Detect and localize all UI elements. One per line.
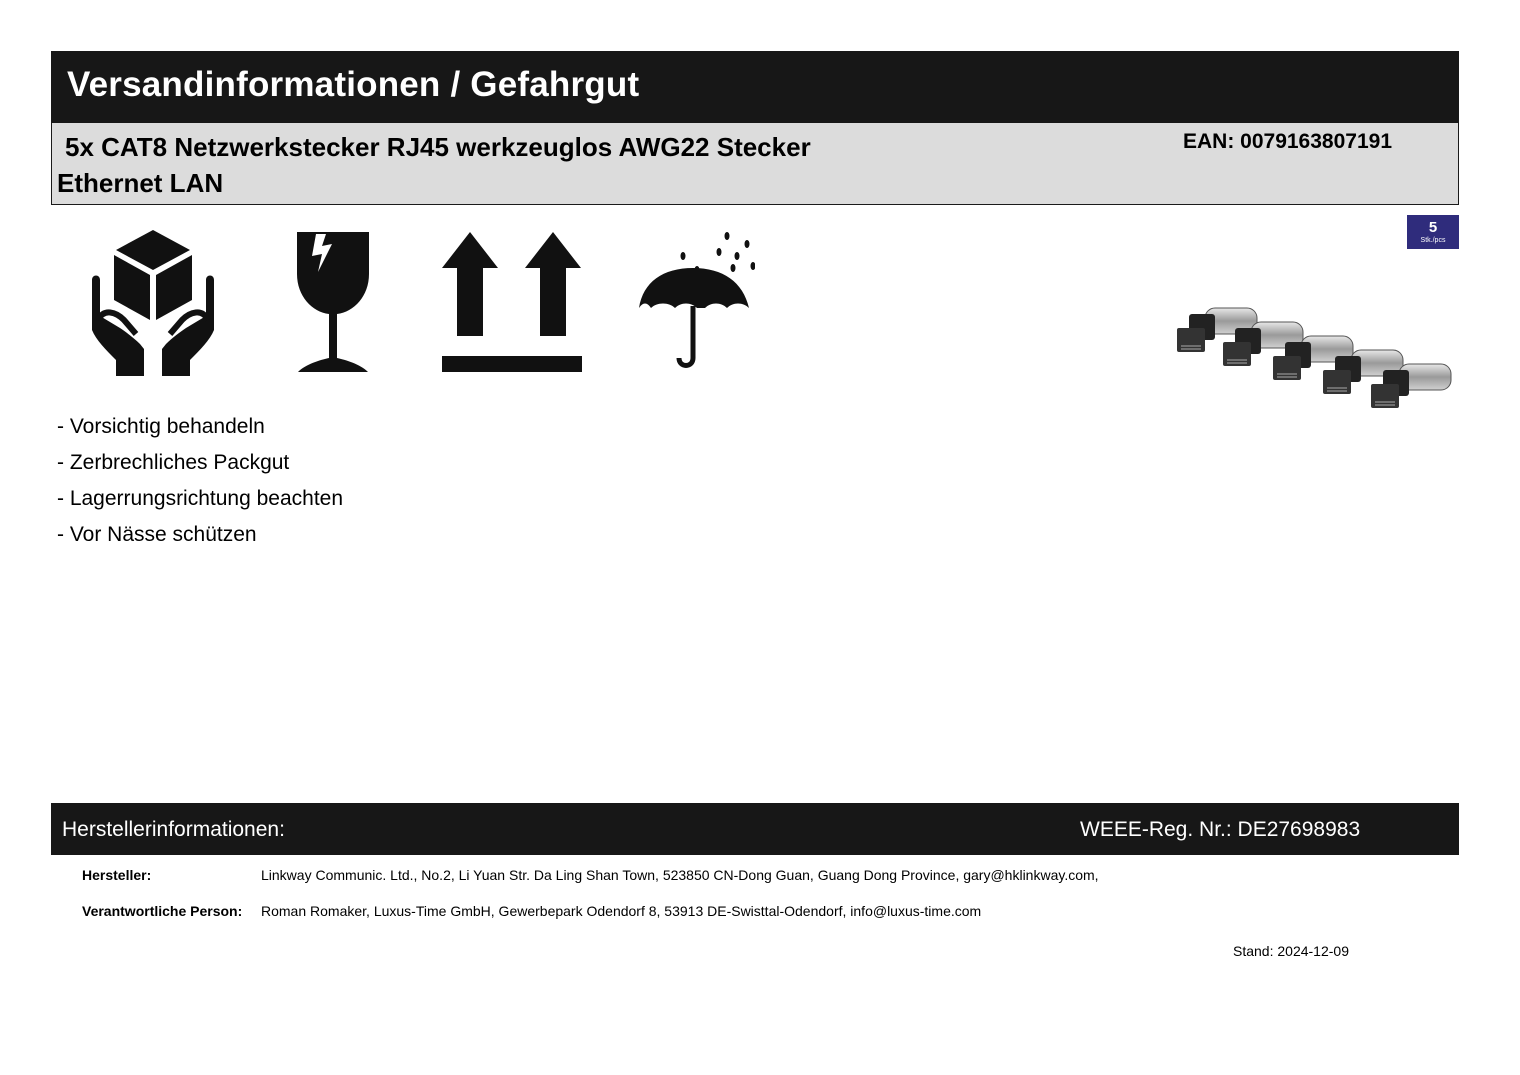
quantity-badge: [1407, 215, 1459, 249]
title-bar: [51, 51, 1459, 123]
manufacturer-section-title: Herstellerinformationen:: [62, 818, 285, 841]
handle-with-care-icon: [90, 228, 216, 376]
product-image: [1175, 300, 1461, 418]
hint-item: - Vorsichtig behandeln: [57, 415, 265, 438]
keep-dry-umbrella-icon: [637, 230, 755, 370]
stand-date: Stand: 2024-12-09: [1233, 943, 1349, 959]
fragile-glass-icon: [294, 230, 372, 374]
hint-item: - Zerbrechliches Packgut: [57, 451, 290, 474]
person-value: Roman Romaker, Luxus-Time GmbH, Gewerbepark Odendorf 8, 53913 DE-Swisttal-Odendorf, info@luxus-time.com: [261, 903, 982, 919]
hint-item: - Vor Nässe schützen: [57, 523, 257, 546]
product-name: 5x CAT8 Netzwerkstecker RJ45 werkzeuglos AWG22 Stecker Ethernet LAN: [57, 132, 811, 198]
person-label: Verantwortliche Person:: [82, 903, 243, 919]
manufacturer-bar: [51, 803, 1459, 855]
badge-unit: Stk./pcs: [1420, 237, 1446, 244]
hersteller-label: Hersteller:: [82, 867, 152, 883]
page-title: Versandinformationen / Gefahrgut: [67, 65, 640, 104]
hint-item: - Lagerrungsrichtung beachten: [57, 487, 344, 510]
hersteller-value: Linkway Communic. Ltd., No.2, Li Yuan Str. Da Ling Shan Town, 523850 CN-Dong Guan, Guang Dong Province, gary@hklinkway.com,: [261, 867, 1099, 883]
this-way-up-icon: [441, 232, 583, 374]
product-bar: [51, 123, 1459, 205]
handling-hints: [57, 411, 343, 555]
ean-code: EAN: 0079163807191: [1183, 130, 1392, 153]
weee-number: WEEE-Reg. Nr.: DE27698983: [1080, 818, 1361, 841]
badge-count: 5: [1428, 219, 1438, 236]
